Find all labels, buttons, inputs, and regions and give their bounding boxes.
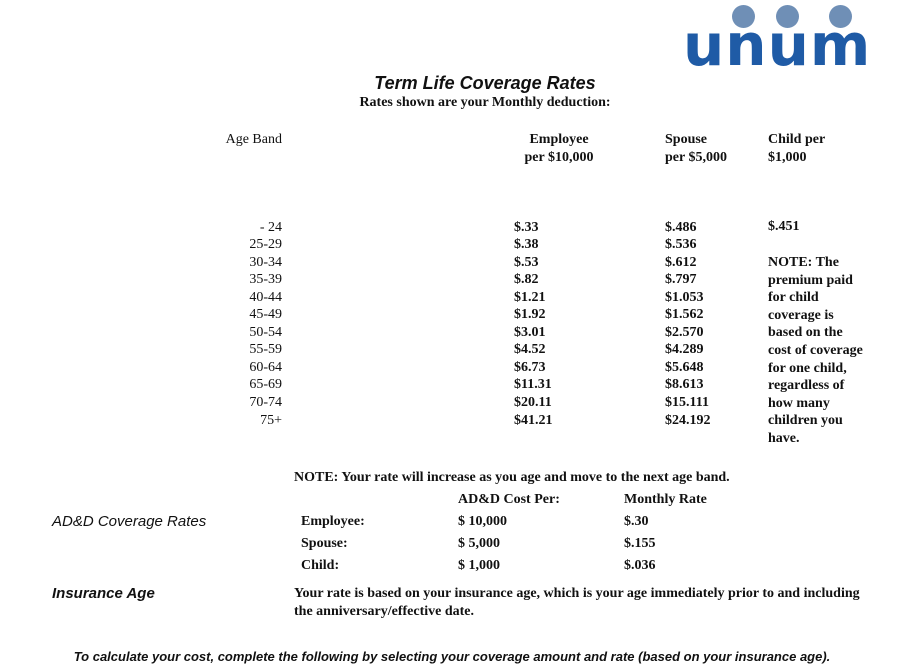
age-band-cell: - 24 bbox=[259, 220, 282, 235]
header-age-band: Age Band bbox=[225, 132, 282, 147]
unum-logo bbox=[683, 2, 873, 79]
add-rate-cell: $.155 bbox=[624, 536, 656, 551]
add-rate-header: Monthly Rate bbox=[624, 492, 707, 507]
add-cost-cell: $ 10,000 bbox=[458, 514, 507, 529]
employee-rate-cell: $20.11 bbox=[514, 395, 552, 410]
employee-rate-cell: $1.21 bbox=[514, 290, 546, 305]
age-band-cell: 50-54 bbox=[249, 325, 282, 340]
logo-wordmark: unum bbox=[683, 11, 872, 79]
header-child-line2: $1,000 bbox=[768, 150, 807, 165]
age-band-cell: 25-29 bbox=[249, 237, 282, 252]
spouse-rate-cell: $.797 bbox=[665, 272, 697, 287]
add-rate-cell: $.30 bbox=[624, 514, 649, 529]
age-band-cell: 65-69 bbox=[249, 377, 282, 392]
header-employee-line1: Employee bbox=[529, 132, 589, 147]
add-cost-header: AD&D Cost Per: bbox=[458, 492, 560, 507]
add-label-cell: Employee: bbox=[301, 514, 365, 529]
add-label-cell: Spouse: bbox=[301, 536, 348, 551]
age-band-cell: 55-59 bbox=[249, 342, 282, 357]
add-cost-cell: $ 5,000 bbox=[458, 536, 500, 551]
spouse-rate-cell: $8.613 bbox=[665, 377, 704, 392]
age-band-cell: 45-49 bbox=[249, 307, 282, 322]
spouse-rate-cell: $.536 bbox=[665, 237, 697, 252]
employee-rate-cell: $4.52 bbox=[514, 342, 546, 357]
add-label-cell: Child: bbox=[301, 558, 340, 573]
age-band-cell: 75+ bbox=[260, 413, 282, 428]
header-employee-line2: per $10,000 bbox=[524, 150, 594, 165]
insurance-age-title: Insurance Age bbox=[52, 585, 155, 602]
age-band-cell: 70-74 bbox=[249, 395, 282, 410]
header-child-line1: Child per bbox=[768, 132, 826, 147]
insurance-age-text: Your rate is based on your insurance age, which is your age immediately prior to and including the anniversary/effective date. bbox=[294, 586, 860, 619]
header-spouse-line1: Spouse bbox=[665, 132, 708, 147]
spouse-rate-cell: $1.053 bbox=[665, 290, 704, 305]
employee-rate-cell: $.53 bbox=[514, 255, 539, 270]
header-spouse-line2: per $5,000 bbox=[665, 150, 727, 165]
employee-rate-cell: $3.01 bbox=[514, 325, 546, 340]
spouse-rate-cell: $.612 bbox=[665, 255, 697, 270]
spouse-rate-cell: $4.289 bbox=[665, 342, 704, 357]
footer-instruction: To calculate your cost, complete the following by selecting your coverage amount and rate (based on your insurance age). bbox=[73, 649, 831, 664]
child-rate: $.451 bbox=[768, 219, 800, 234]
add-cost-cell: $ 1,000 bbox=[458, 558, 500, 573]
header-employee bbox=[514, 131, 604, 167]
spouse-rate-cell: $.486 bbox=[665, 220, 697, 235]
header-child bbox=[768, 131, 825, 167]
age-band-cell: 30-34 bbox=[249, 255, 282, 270]
page-title: Term Life Coverage Rates bbox=[374, 73, 596, 93]
employee-rate-cell: $41.21 bbox=[514, 413, 553, 428]
page-subtitle: Rates shown are your Monthly deduction: bbox=[359, 95, 611, 110]
header-spouse bbox=[665, 131, 727, 167]
add-section-title: AD&D Coverage Rates bbox=[52, 513, 207, 530]
age-band-note: NOTE: Your rate will increase as you age and move to the next age band. bbox=[294, 470, 730, 485]
add-rate-cell: $.036 bbox=[624, 558, 656, 573]
spouse-rate-cell: $2.570 bbox=[665, 325, 704, 340]
employee-rate-cell: $6.73 bbox=[514, 360, 546, 375]
employee-rate-cell: $11.31 bbox=[514, 377, 552, 392]
spouse-rate-cell: $5.648 bbox=[665, 360, 704, 375]
age-band-cell: 60-64 bbox=[249, 360, 282, 375]
age-band-cell: 40-44 bbox=[249, 290, 282, 305]
child-coverage-note: NOTE: The premium paid for child coverage is based on the cost of coverage for one child, regardless of how many children you have. bbox=[768, 255, 863, 446]
employee-rate-cell: $.82 bbox=[514, 272, 539, 287]
employee-rate-cell: $.33 bbox=[514, 220, 539, 235]
employee-rate-cell: $1.92 bbox=[514, 307, 546, 322]
employee-rate-cell: $.38 bbox=[514, 237, 539, 252]
spouse-rate-cell: $1.562 bbox=[665, 307, 704, 322]
spouse-rate-cell: $15.111 bbox=[665, 395, 709, 410]
spouse-rate-cell: $24.192 bbox=[665, 413, 711, 428]
age-band-cell: 35-39 bbox=[249, 272, 282, 287]
